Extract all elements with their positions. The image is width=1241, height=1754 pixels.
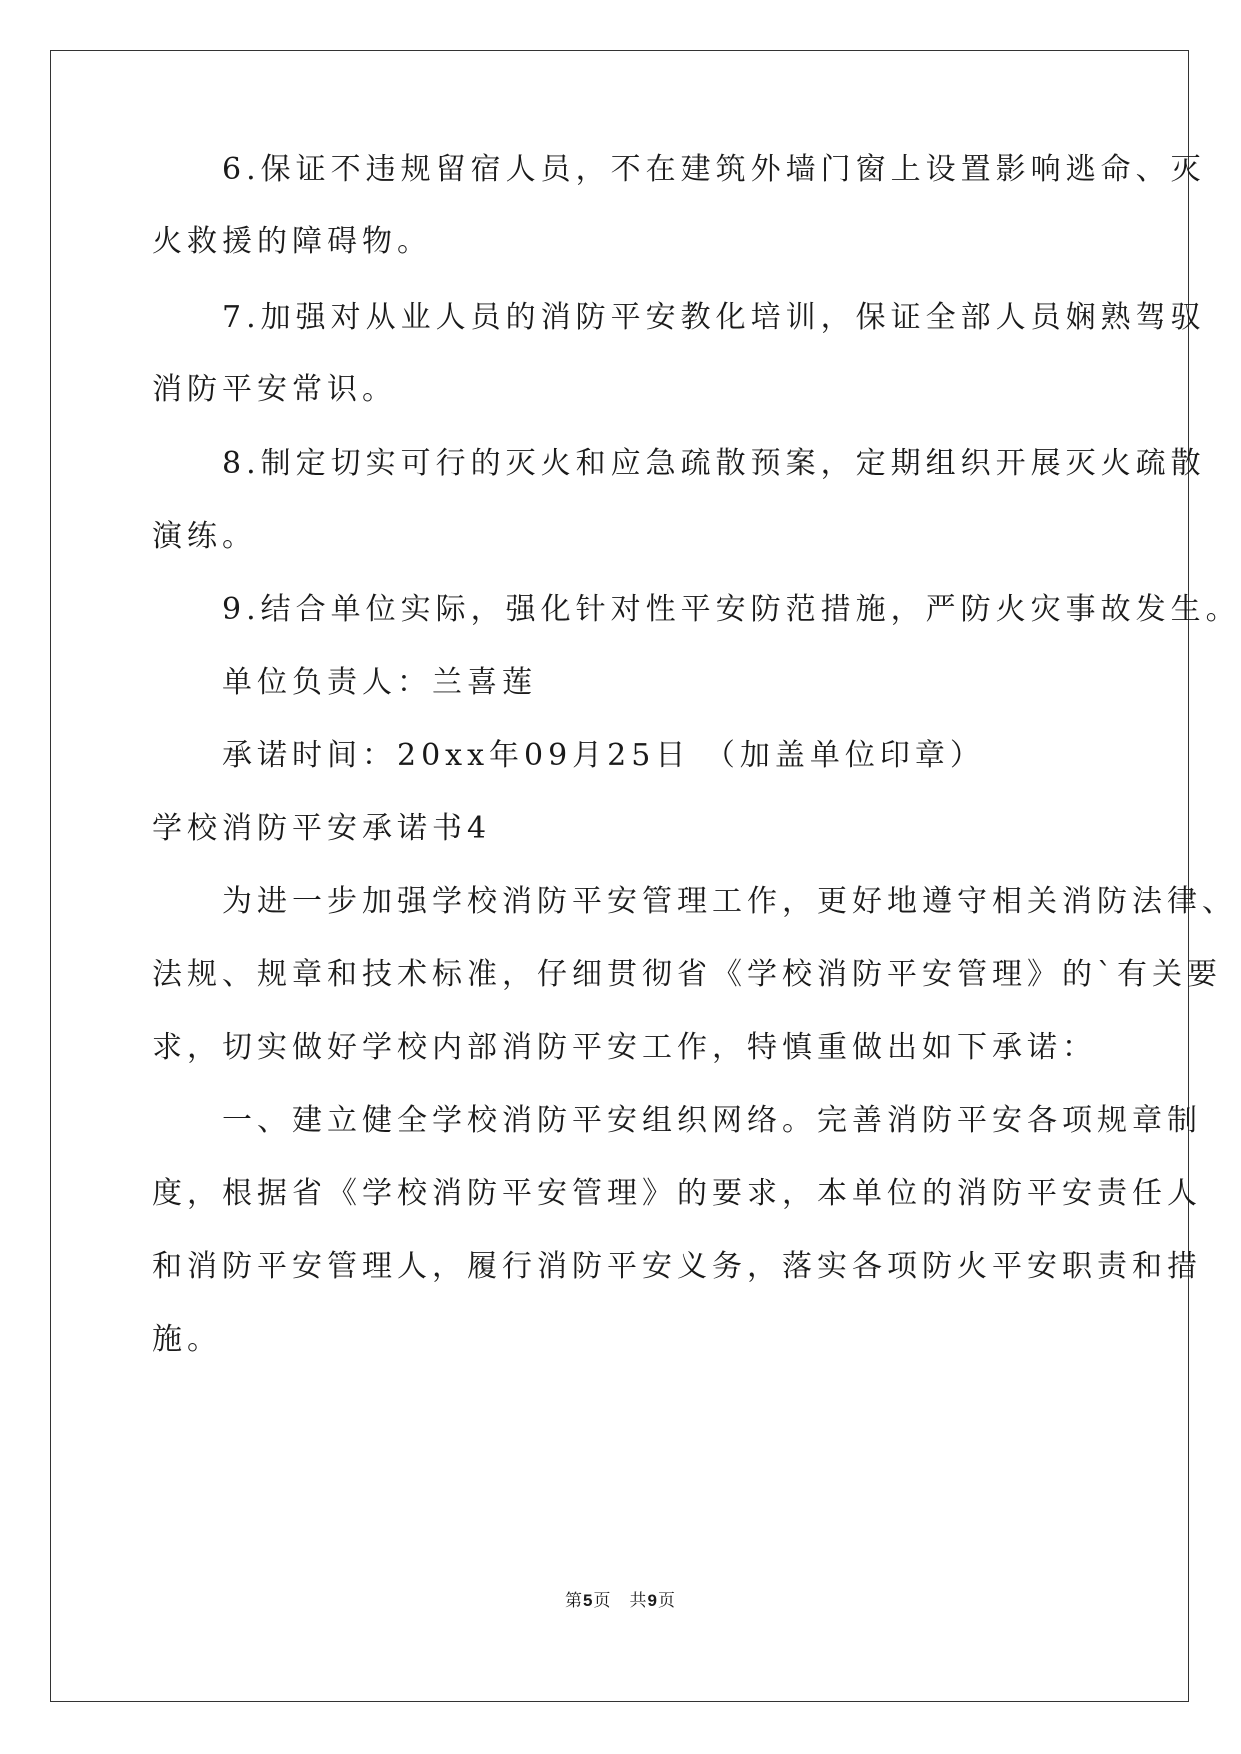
paragraph-line: 火救援的障碍物。 <box>152 224 432 259</box>
footer-prefix: 第 <box>565 1591 584 1611</box>
paragraph-line: 一、建立健全学校消防平安组织网络。完善消防平安各项规章制 <box>152 1103 1202 1138</box>
paragraph-line: 法规、规章和技术标准，仔细贯彻省《学校消防平安管理》的`有关要 <box>152 957 1222 992</box>
paragraph-line: 为进一步加强学校消防平安管理工作，更好地遵守相关消防法律、 <box>152 884 1237 919</box>
footer-mid: 页 共 <box>593 1591 648 1611</box>
paragraph-line: 求，切实做好学校内部消防平安工作，特慎重做出如下承诺： <box>152 1030 1097 1065</box>
footer-suffix: 页 <box>657 1591 676 1611</box>
paragraph-line: 7.加强对从业人员的消防平安教化培训，保证全部人员娴熟驾驭 <box>152 300 1206 335</box>
paragraph-line: 和消防平安管理人，履行消防平安义务，落实各项防火平安职责和措 <box>152 1249 1202 1284</box>
date-line: 承诺时间：20xx年09月25日 （加盖单位印章） <box>152 738 985 773</box>
paragraph-line: 施。 <box>152 1322 222 1357</box>
paragraph-line: 演练。 <box>152 519 257 554</box>
paragraph-line: 6.保证不违规留宿人员，不在建筑外墙门窗上设置影响逃命、灭 <box>152 152 1206 187</box>
section-title: 学校消防平安承诺书4 <box>152 811 492 846</box>
paragraph-line: 消防平安常识。 <box>152 372 397 407</box>
paragraph-line: 9.结合单位实际，强化针对性平安防范措施，严防火灾事故发生。 <box>152 592 1241 627</box>
signatory-line: 单位负责人：兰喜莲 <box>152 665 537 700</box>
paragraph-line: 度，根据省《学校消防平安管理》的要求，本单位的消防平安责任人 <box>152 1176 1202 1211</box>
total-pages: 9 <box>647 1591 658 1610</box>
paragraph-line: 8.制定切实可行的灭火和应急疏散预案，定期组织开展灭火疏散 <box>152 446 1206 481</box>
page-number: 5 <box>583 1591 594 1610</box>
page-footer <box>0 1586 1241 1611</box>
